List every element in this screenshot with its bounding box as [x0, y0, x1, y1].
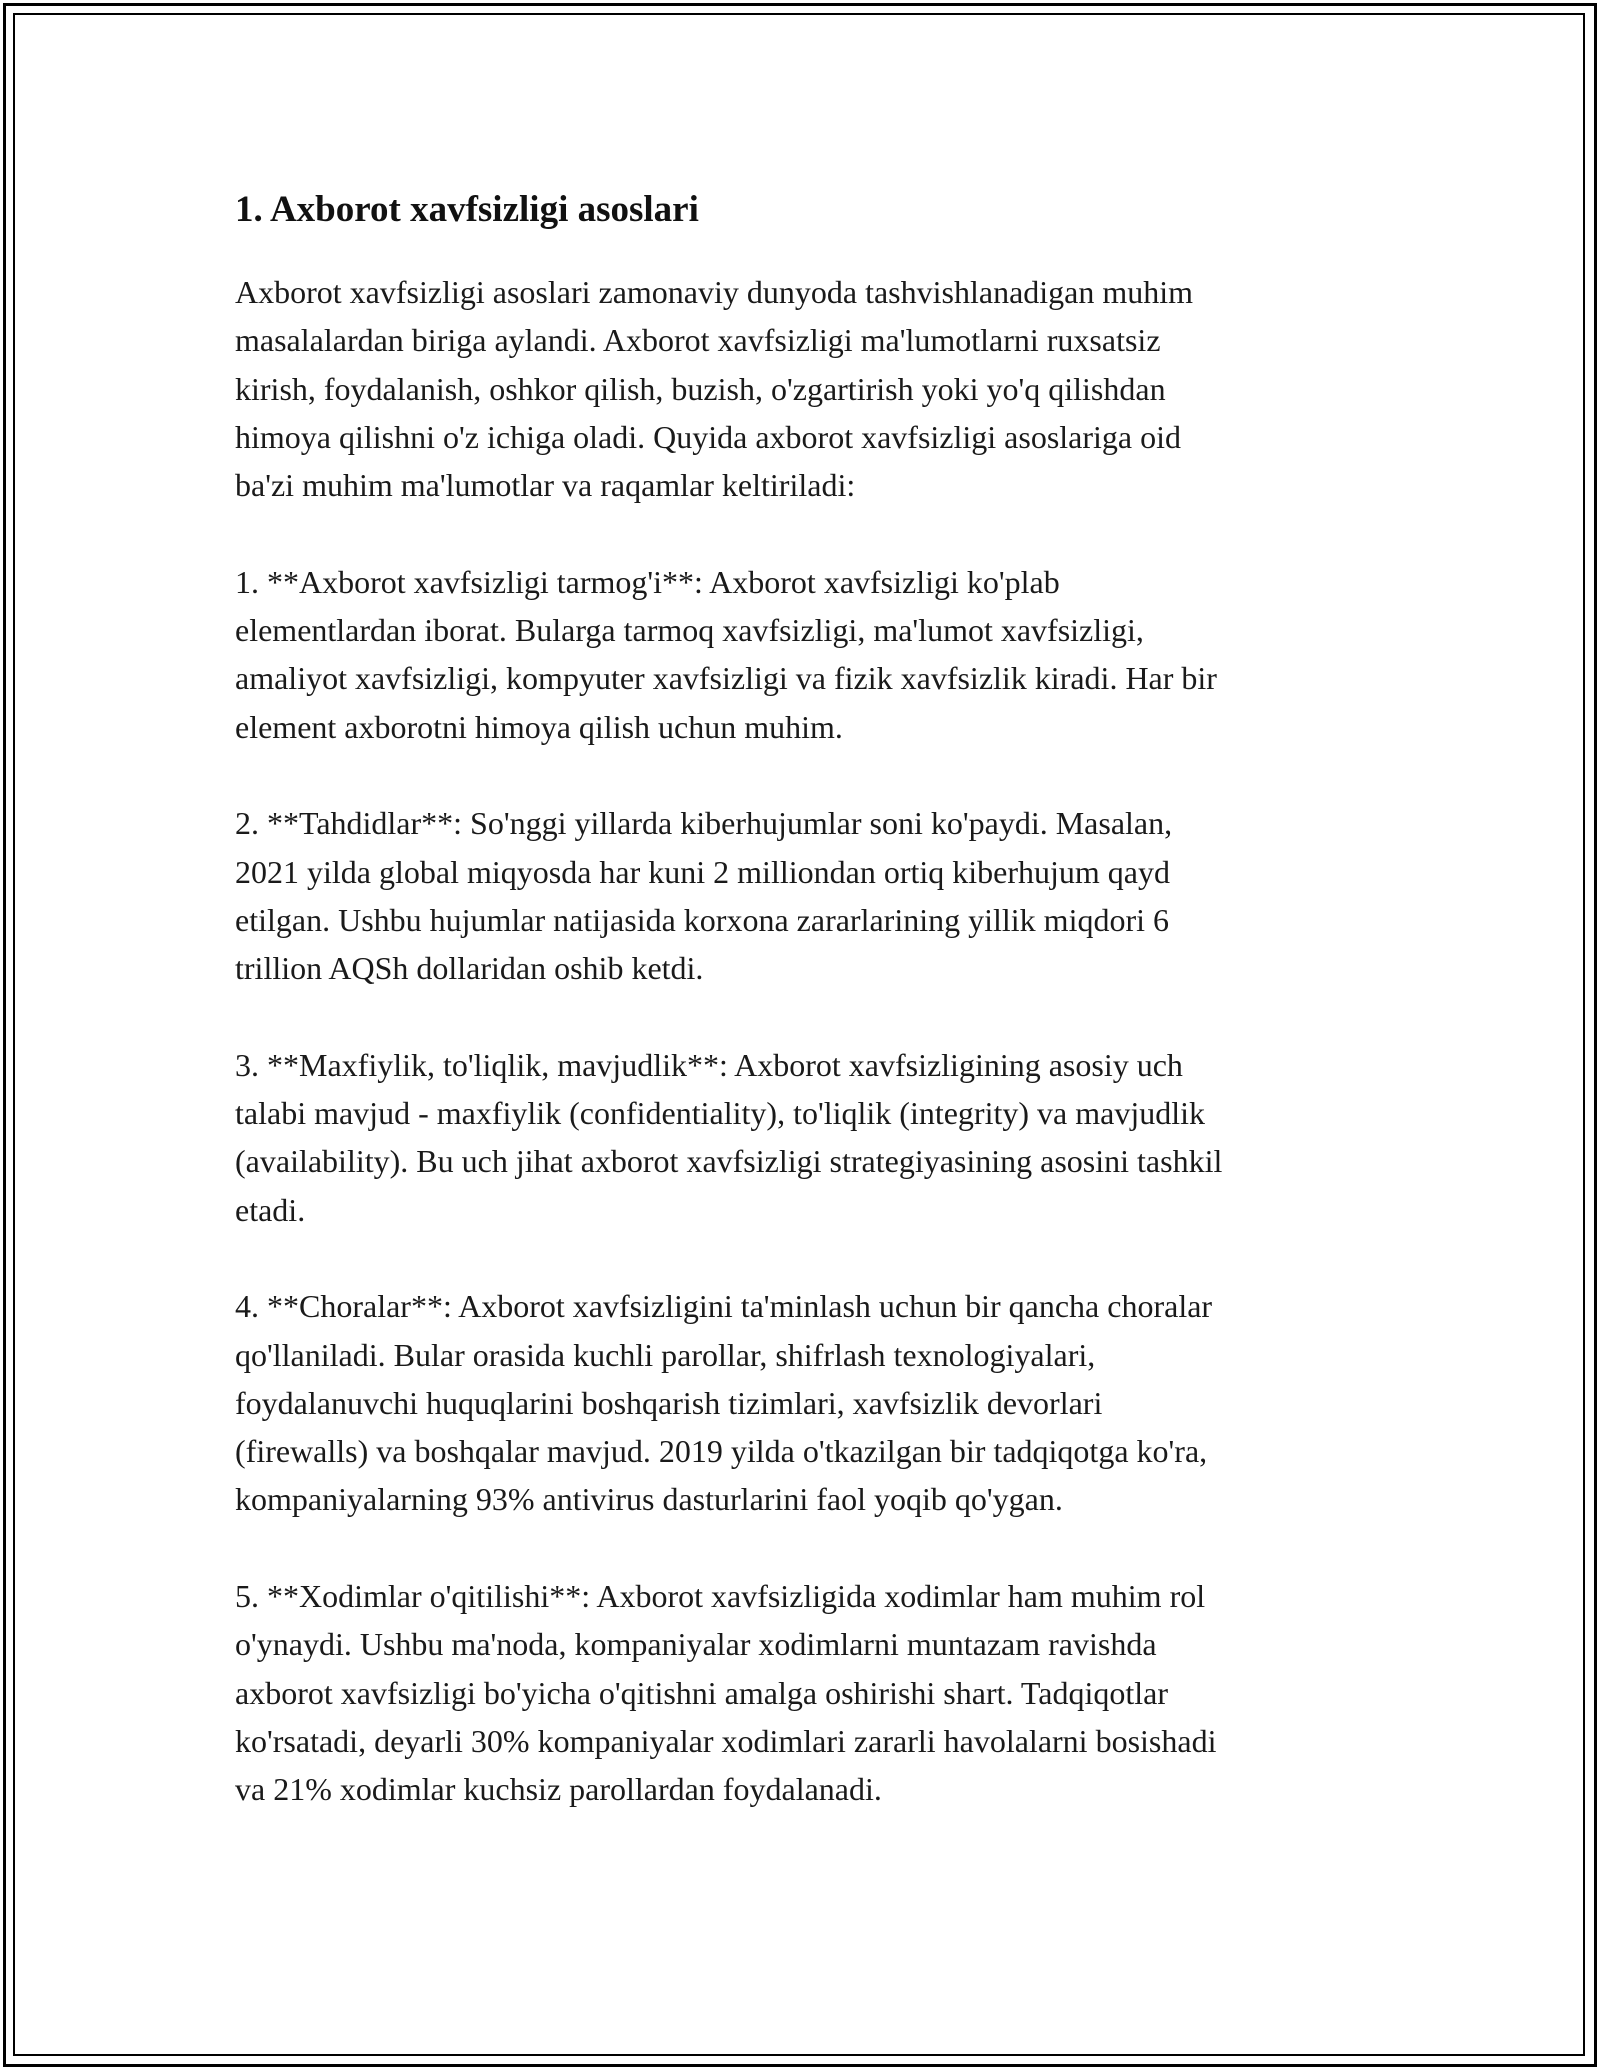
intro-paragraph: Axborot xavfsizligi asoslari zamonaviy dunyoda tashvishlanadigan muhim masalalardan biriga aylandi. Axborot xavfsizligi ma'lumotlarni ruxsatsiz kirish, foydalanish, oshkor qilish, buzish, o'zgartirish yoki yo'q qilishdan himoya qilishni o'z ichiga oladi. Quyida axborot xavfsizligi asoslariga oid ba'zi muhim ma'lumotlar va raqamlar keltiriladi: [235, 274, 1194, 504]
paragraph-spacer [235, 751, 1415, 799]
list-item-3: 3. **Maxfiylik, to'liqlik, mavjudlik**: Axborot xavfsizligining asosiy uch talabi mavjud - maxfiylik (confidentiality), to'liqlik (integrity) va mavjudlik (availability). Bu uch jihat axborot xavfsizligi strategiyasining asosini tashkil etadi. [235, 1046, 1223, 1228]
list-item-1: 1. **Axborot xavfsizligi tarmog'i**: Axborot xavfsizligi ko'plab elementlardan iborat. Bularga tarmoq xavfsizligi, ma'lumot xavfsizligi, amaliyot xavfsizligi, kompyuter xavfsizligi va fizik xavfsizlik kiradi. Har bir element axborotni himoya qilish uchun muhim. [235, 563, 1217, 745]
list-item-4: 4. **Choralar**: Axborot xavfsizligini ta'minlash uchun bir qancha choralar qo'llaniladi. Bular orasida kuchli parollar, shifrlash texnologiyalari, foydalanuvchi huquqlarini boshqarish tizimlari, xavfsizlik devorlari (firewalls) va boshqalar mavjud. 2019 yilda o'tkazilgan bir tadqiqotga ko'ra, kompaniyalarning 93% antivirus dasturlarini faol yoqib qo'ygan. [235, 1288, 1213, 1518]
document-title: 1. Axborot xavfsizligi asoslari [235, 189, 699, 230]
document-body [235, 186, 1415, 1814]
list-item-2: 2. **Tahdidlar**: So'nggi yillarda kiberhujumlar soni ko'paydi. Masalan, 2021 yilda global miqyosda har kuni 2 milliondan ortiq kiberhujum qayd etilgan. Ushbu hujumlar natijasida korxona zararlarining yillik miqdori 6 trillion AQSh dollaridan oshib ketdi. [235, 805, 1173, 987]
paragraph-spacer [235, 992, 1415, 1040]
paragraph-spacer [235, 1234, 1415, 1282]
list-item-5: 5. **Xodimlar o'qitilishi**: Axborot xavfsizligida xodimlar ham muhim rol o'ynaydi. Ushbu ma'noda, kompaniyalar xodimlarni muntazam ravishda axborot xavfsizligi bo'yicha o'qitishni amalga oshirishi shart. Tadqiqotlar ko'rsatadi, deyarli 30% kompaniyalar xodimlari zararli havolalarni bosishadi va 21% xodimlar kuchsiz parollardan foydalanadi. [235, 1578, 1217, 1808]
paragraph-spacer [235, 1524, 1415, 1572]
paragraph-spacer [235, 509, 1415, 557]
